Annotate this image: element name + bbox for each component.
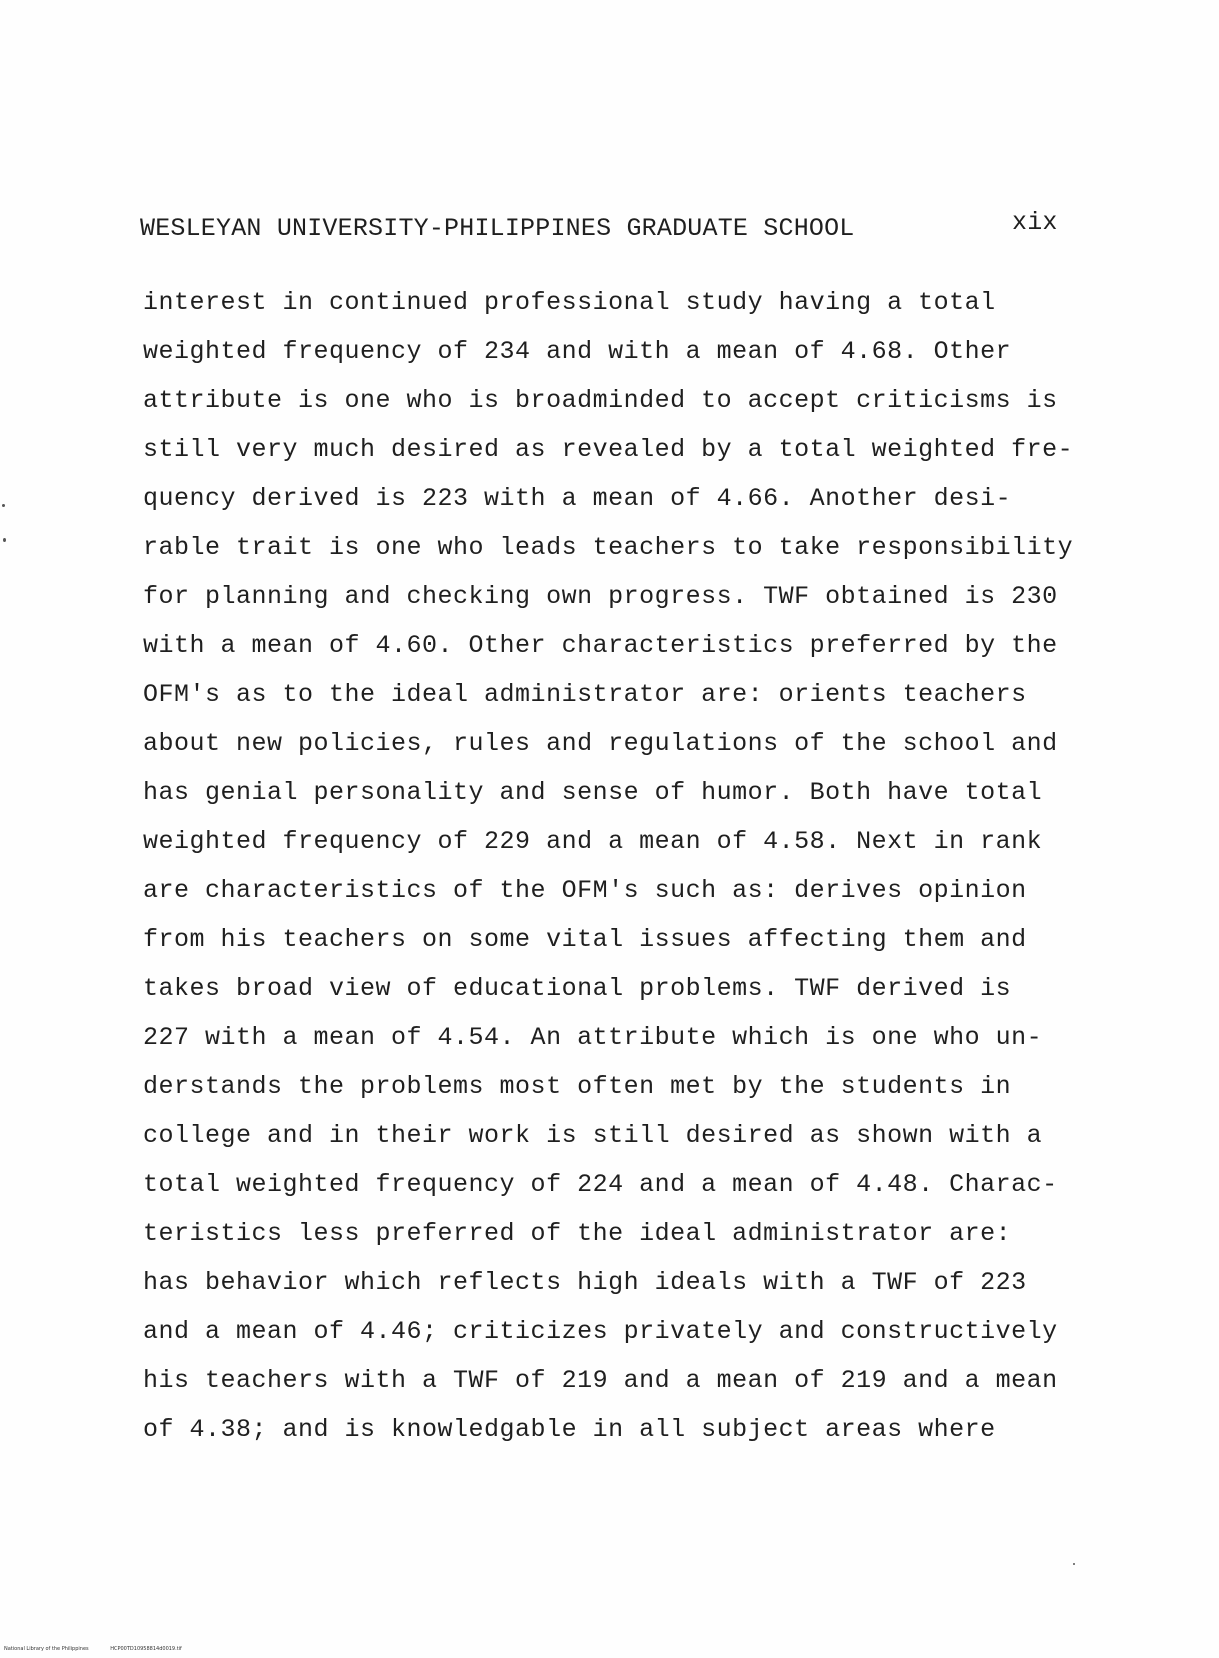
text-line: are characteristics of the OFM's such as: derives opinion xyxy=(143,876,1027,905)
page-header xyxy=(140,208,1070,248)
text-line: weighted frequency of 229 and a mean of 4.58. Next in rank xyxy=(143,827,1043,856)
text-line: quency derived is 223 with a mean of 4.66. Another desi- xyxy=(143,484,1012,513)
text-line: and a mean of 4.46; criticizes privately and constructively xyxy=(143,1317,1058,1346)
text-line: 227 with a mean of 4.54. An attribute which is one who un- xyxy=(143,1023,1043,1052)
school-name: WESLEYAN UNIVERSITY-PHILIPPINES GRADUATE SCHOOL xyxy=(140,214,855,243)
text-line: attribute is one who is broadminded to accept criticisms is xyxy=(143,386,1058,415)
file-identifier: HCP00TD10958814d0019.tif xyxy=(110,1646,182,1652)
text-line: interest in continued professional study having a total xyxy=(143,288,996,317)
library-credit: National Library of the Philippines xyxy=(4,1646,89,1652)
text-line: OFM's as to the ideal administrator are: orients teachers xyxy=(143,680,1027,709)
text-line: has behavior which reflects high ideals with a TWF of 223 xyxy=(143,1268,1027,1297)
text-line: still very much desired as revealed by a total weighted fre- xyxy=(143,435,1074,464)
text-line: weighted frequency of 234 and with a mean of 4.68. Other xyxy=(143,337,1012,366)
text-line: has genial personality and sense of humor. Both have total xyxy=(143,778,1043,807)
text-line: takes broad view of educational problems. TWF derived is xyxy=(143,974,1012,1003)
text-line: his teachers with a TWF of 219 and a mean of 219 and a mean xyxy=(143,1366,1058,1395)
scan-footer xyxy=(4,1646,202,1652)
text-line: with a mean of 4.60. Other characteristics preferred by the xyxy=(143,631,1058,660)
page-number: xix xyxy=(1012,208,1058,237)
scan-speck xyxy=(1073,1563,1075,1565)
text-line: from his teachers on some vital issues affecting them and xyxy=(143,925,1027,954)
text-line: about new policies, rules and regulations of the school and xyxy=(143,729,1058,758)
scan-speck xyxy=(2,504,5,507)
text-line: teristics less preferred of the ideal administrator are: xyxy=(143,1219,1012,1248)
scan-speck xyxy=(3,538,6,542)
text-line: derstands the problems most often met by the students in xyxy=(143,1072,1012,1101)
text-line: total weighted frequency of 224 and a mean of 4.48. Charac- xyxy=(143,1170,1058,1199)
text-line: college and in their work is still desired as shown with a xyxy=(143,1121,1043,1150)
text-line: for planning and checking own progress. TWF obtained is 230 xyxy=(143,582,1058,611)
text-line: of 4.38; and is knowledgable in all subject areas where xyxy=(143,1415,996,1444)
text-line: rable trait is one who leads teachers to take responsibility xyxy=(143,533,1074,562)
